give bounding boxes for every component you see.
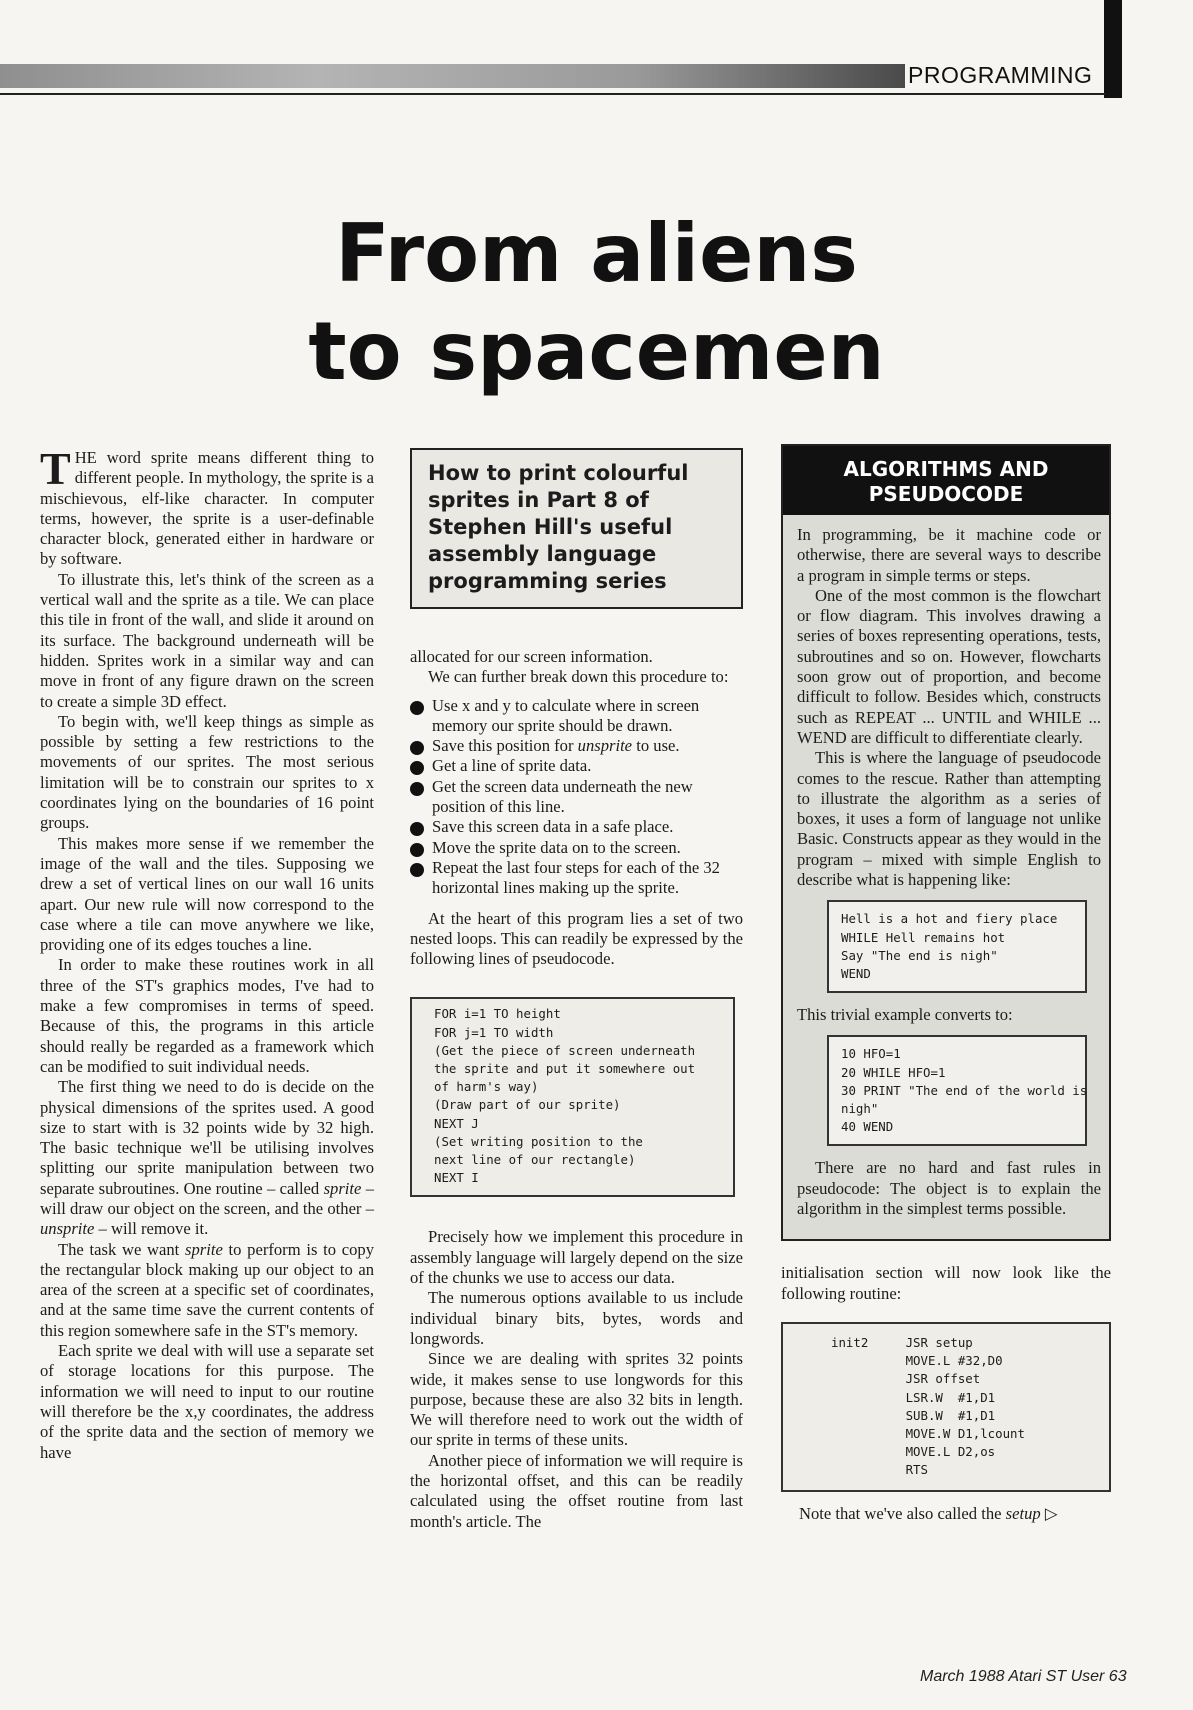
list-item bbox=[410, 756, 743, 776]
paragraph: initialisation section will now look like the following routine: bbox=[781, 1263, 1111, 1303]
list-item-text: to use. bbox=[632, 736, 680, 756]
page-footer: March 1988 Atari ST User 63 bbox=[920, 1668, 1127, 1685]
paragraph-text: The first thing we need to do is decide on the physical dimensions of the sprites used. A good size to start with is 32 points wide by 32 high. The basic technique we'll be utilising involves splitting our sprite manipulation between two separate subroutines. One routine – called bbox=[40, 1077, 374, 1198]
standfirst-box: How to print colourful sprites in Part 8 of Stephen Hill's useful assembly language programming series bbox=[410, 448, 743, 609]
paragraph: To illustrate this, let's think of the screen as a vertical wall and the sprite as a tile. We can place this tile in front of the wall, and slide it around on its surface. The background underneath will be hidden. Sprites work in a similar way and can move in front of any figure drawn on the screen to create a simple 3D effect. bbox=[40, 569, 374, 711]
emphasis: setup bbox=[1005, 1503, 1041, 1523]
paragraph: This is where the language of pseudocode comes to the rescue. Rather than attempting to illustrate the algorithm as a series of boxes, it uses a form of language not unlike Basic. Constructs appear as they would in the program – mixed with simple English to describe what is happening like: bbox=[797, 748, 1101, 890]
bullet-icon bbox=[410, 843, 424, 857]
pseudocode-listing: FOR i=1 TO height FOR j=1 TO width (Get the piece of screen underneath the sprite and put it somewhere out of harm's way) (Draw part of our sprite) NEXT J (Set writing position to the next line of our rectangle) NEXT I bbox=[410, 997, 735, 1197]
paragraph: The numerous options available to us include individual binary bits, bytes, words and longwords. bbox=[410, 1288, 743, 1348]
title-line-1: From aliens bbox=[335, 207, 858, 300]
paragraph-text: – will remove it. bbox=[94, 1219, 209, 1239]
sidebar-body bbox=[783, 515, 1109, 1239]
list-item bbox=[410, 817, 743, 837]
paragraph bbox=[40, 1077, 374, 1239]
paragraph: In order to make these routines work in all three of the ST's graphics modes, I've had to make a few compromises in terms of speed. Because of this, the programs in this article should really be regarded as a framework which can be modified to suit individual needs. bbox=[40, 955, 374, 1076]
column-3 bbox=[781, 448, 1111, 1524]
paragraph bbox=[40, 1240, 374, 1341]
list-item bbox=[410, 777, 743, 818]
emphasis: unsprite bbox=[577, 736, 633, 756]
bullet-list bbox=[410, 696, 743, 899]
paragraph: allocated for our screen information. bbox=[410, 647, 653, 666]
paragraph-text: – will draw our object on the screen, and the other – bbox=[40, 1178, 375, 1218]
list-item-text: Use x and y to calculate where in screen memory our sprite should be drawn. bbox=[432, 695, 700, 735]
paragraph-text: to perform is to copy the rectangular block making up our object to an area of the screen at a specific set of coordinates, and at the same time save the current contents of this region somewhere safe in the ST's memory. bbox=[40, 1239, 374, 1340]
assembly-listing: init2 JSR setup MOVE.L #32,D0 JSR offset LSR.W #1,D1 SUB.W #1,D1 MOVE.W D1,lcount MOVE.L D2,os RTS bbox=[781, 1322, 1111, 1492]
list-item-text: Get the screen data underneath the new position of this line. bbox=[432, 776, 693, 817]
list-item-text: Move the sprite data on to the screen. bbox=[432, 837, 681, 857]
paragraph: This makes more sense if we remember the image of the wall and the tiles. Supposing we drew a set of vertical lines on our wall 16 units apart. Our new rule will now correspond to the case where a tile can move anywhere we like, providing one of its edges touches a line. bbox=[40, 833, 374, 955]
paragraph: One of the most common is the flowchart or flow diagram. This involves drawing a series of boxes representing operations, tests, subroutines and so on. However, flowcharts soon grow out of proportion, and become difficult to follow. Besides which, constructs such as REPEAT ... UNTIL and WHILE ... WEND are difficult to differentiate clearly. bbox=[797, 585, 1101, 747]
sidebar-heading-line: PSEUDOCODE bbox=[868, 482, 1024, 506]
sidebar-box bbox=[781, 444, 1111, 1241]
paragraph bbox=[781, 1504, 1111, 1524]
emphasis: sprite bbox=[323, 1178, 362, 1198]
sidebar-heading bbox=[783, 446, 1109, 515]
bullet-icon bbox=[410, 761, 424, 775]
continue-arrow-icon: ▷ bbox=[1044, 1503, 1058, 1523]
paragraph: To begin with, we'll keep things as simple as possible by setting a few restrictions to the movements of our sprites. The most serious limitation will be to constrain our sprites to x coordinates lying on the boundaries of 16 point groups. bbox=[40, 711, 374, 833]
emphasis: unsprite bbox=[40, 1219, 95, 1239]
pseudocode-example: Hell is a hot and fiery place WHILE Hell remains hot Say "The end is nigh" WEND bbox=[827, 900, 1087, 993]
list-item bbox=[410, 838, 743, 858]
column-1 bbox=[40, 443, 375, 1463]
intro-paragraph bbox=[40, 443, 374, 570]
sidebar-heading-line: ALGORITHMS AND bbox=[843, 457, 1049, 481]
list-item bbox=[410, 736, 743, 756]
paragraph: Another piece of information we will require is the horizontal offset, and this can be readily calculated using the offset routine from last month's article. The bbox=[410, 1450, 743, 1531]
paragraph: Precisely how we implement this procedure in assembly language will largely depend on the size of the chunks we use to access our data. bbox=[410, 1227, 743, 1288]
header-gradient-bar bbox=[0, 64, 905, 88]
list-item-text: Save this position for bbox=[432, 736, 578, 756]
paragraph-text: The task we want bbox=[58, 1239, 186, 1259]
list-item bbox=[410, 696, 743, 737]
paragraph: At the heart of this program lies a set of two nested loops. This can readily be expressed by the following lines of pseudocode. bbox=[410, 908, 743, 969]
bullet-icon bbox=[410, 741, 424, 755]
article-title bbox=[0, 205, 1193, 401]
list-item-text: Save this screen data in a safe place. bbox=[432, 817, 674, 837]
paragraph-text: HE word sprite means different thing to different people. In mythology, the sprite is a mischievous, elf-like character. In computer terms, however, the sprite is a user-definable character block, generated either in hardware or by software. bbox=[40, 448, 374, 569]
paragraph-text: Note that we've also called the bbox=[799, 1503, 1006, 1523]
section-label: PROGRAMMING bbox=[908, 62, 1093, 88]
page-edge-marker bbox=[1104, 0, 1122, 98]
title-line-2: to spacemen bbox=[308, 305, 885, 398]
list-item-text: Repeat the last four steps for each of the 32 horizontal lines making up the sprite. bbox=[432, 857, 720, 898]
paragraph: This trivial example converts to: bbox=[797, 1005, 1013, 1025]
drop-cap: T bbox=[40, 443, 71, 494]
paragraph: There are no hard and fast rules in pseudocode: The object is to explain the algorithm in the simplest terms possible. bbox=[797, 1158, 1101, 1219]
bullet-icon bbox=[410, 863, 424, 877]
paragraph: In programming, be it machine code or otherwise, there are several ways to describe a program in simple terms or steps. bbox=[797, 525, 1101, 585]
paragraph: Since we are dealing with sprites 32 points wide, it makes sense to use longwords for this purpose, because these are also 32 bits in length. We will therefore need to work out the width of our sprite in terms of these units. bbox=[410, 1349, 743, 1450]
basic-example: 10 HFO=1 20 WHILE HFO=1 30 PRINT "The end of the world is nigh" 40 WEND bbox=[827, 1035, 1087, 1146]
paragraph: Each sprite we deal with will use a separate set of storage locations for this purpose. The information we will need to input to our routine will therefore be the x,y coordinates, the address of the sprite data and the section of memory we have bbox=[40, 1341, 374, 1462]
list-item-text: Get a line of sprite data. bbox=[432, 756, 592, 776]
paragraph: We can further break down this procedure to: bbox=[428, 667, 729, 687]
column-2 bbox=[410, 448, 743, 1532]
bullet-icon bbox=[410, 701, 424, 715]
bullet-icon bbox=[410, 822, 424, 836]
list-item bbox=[410, 858, 743, 899]
header-rule bbox=[0, 93, 1105, 95]
bullet-icon bbox=[410, 782, 424, 796]
emphasis: sprite bbox=[185, 1239, 223, 1259]
